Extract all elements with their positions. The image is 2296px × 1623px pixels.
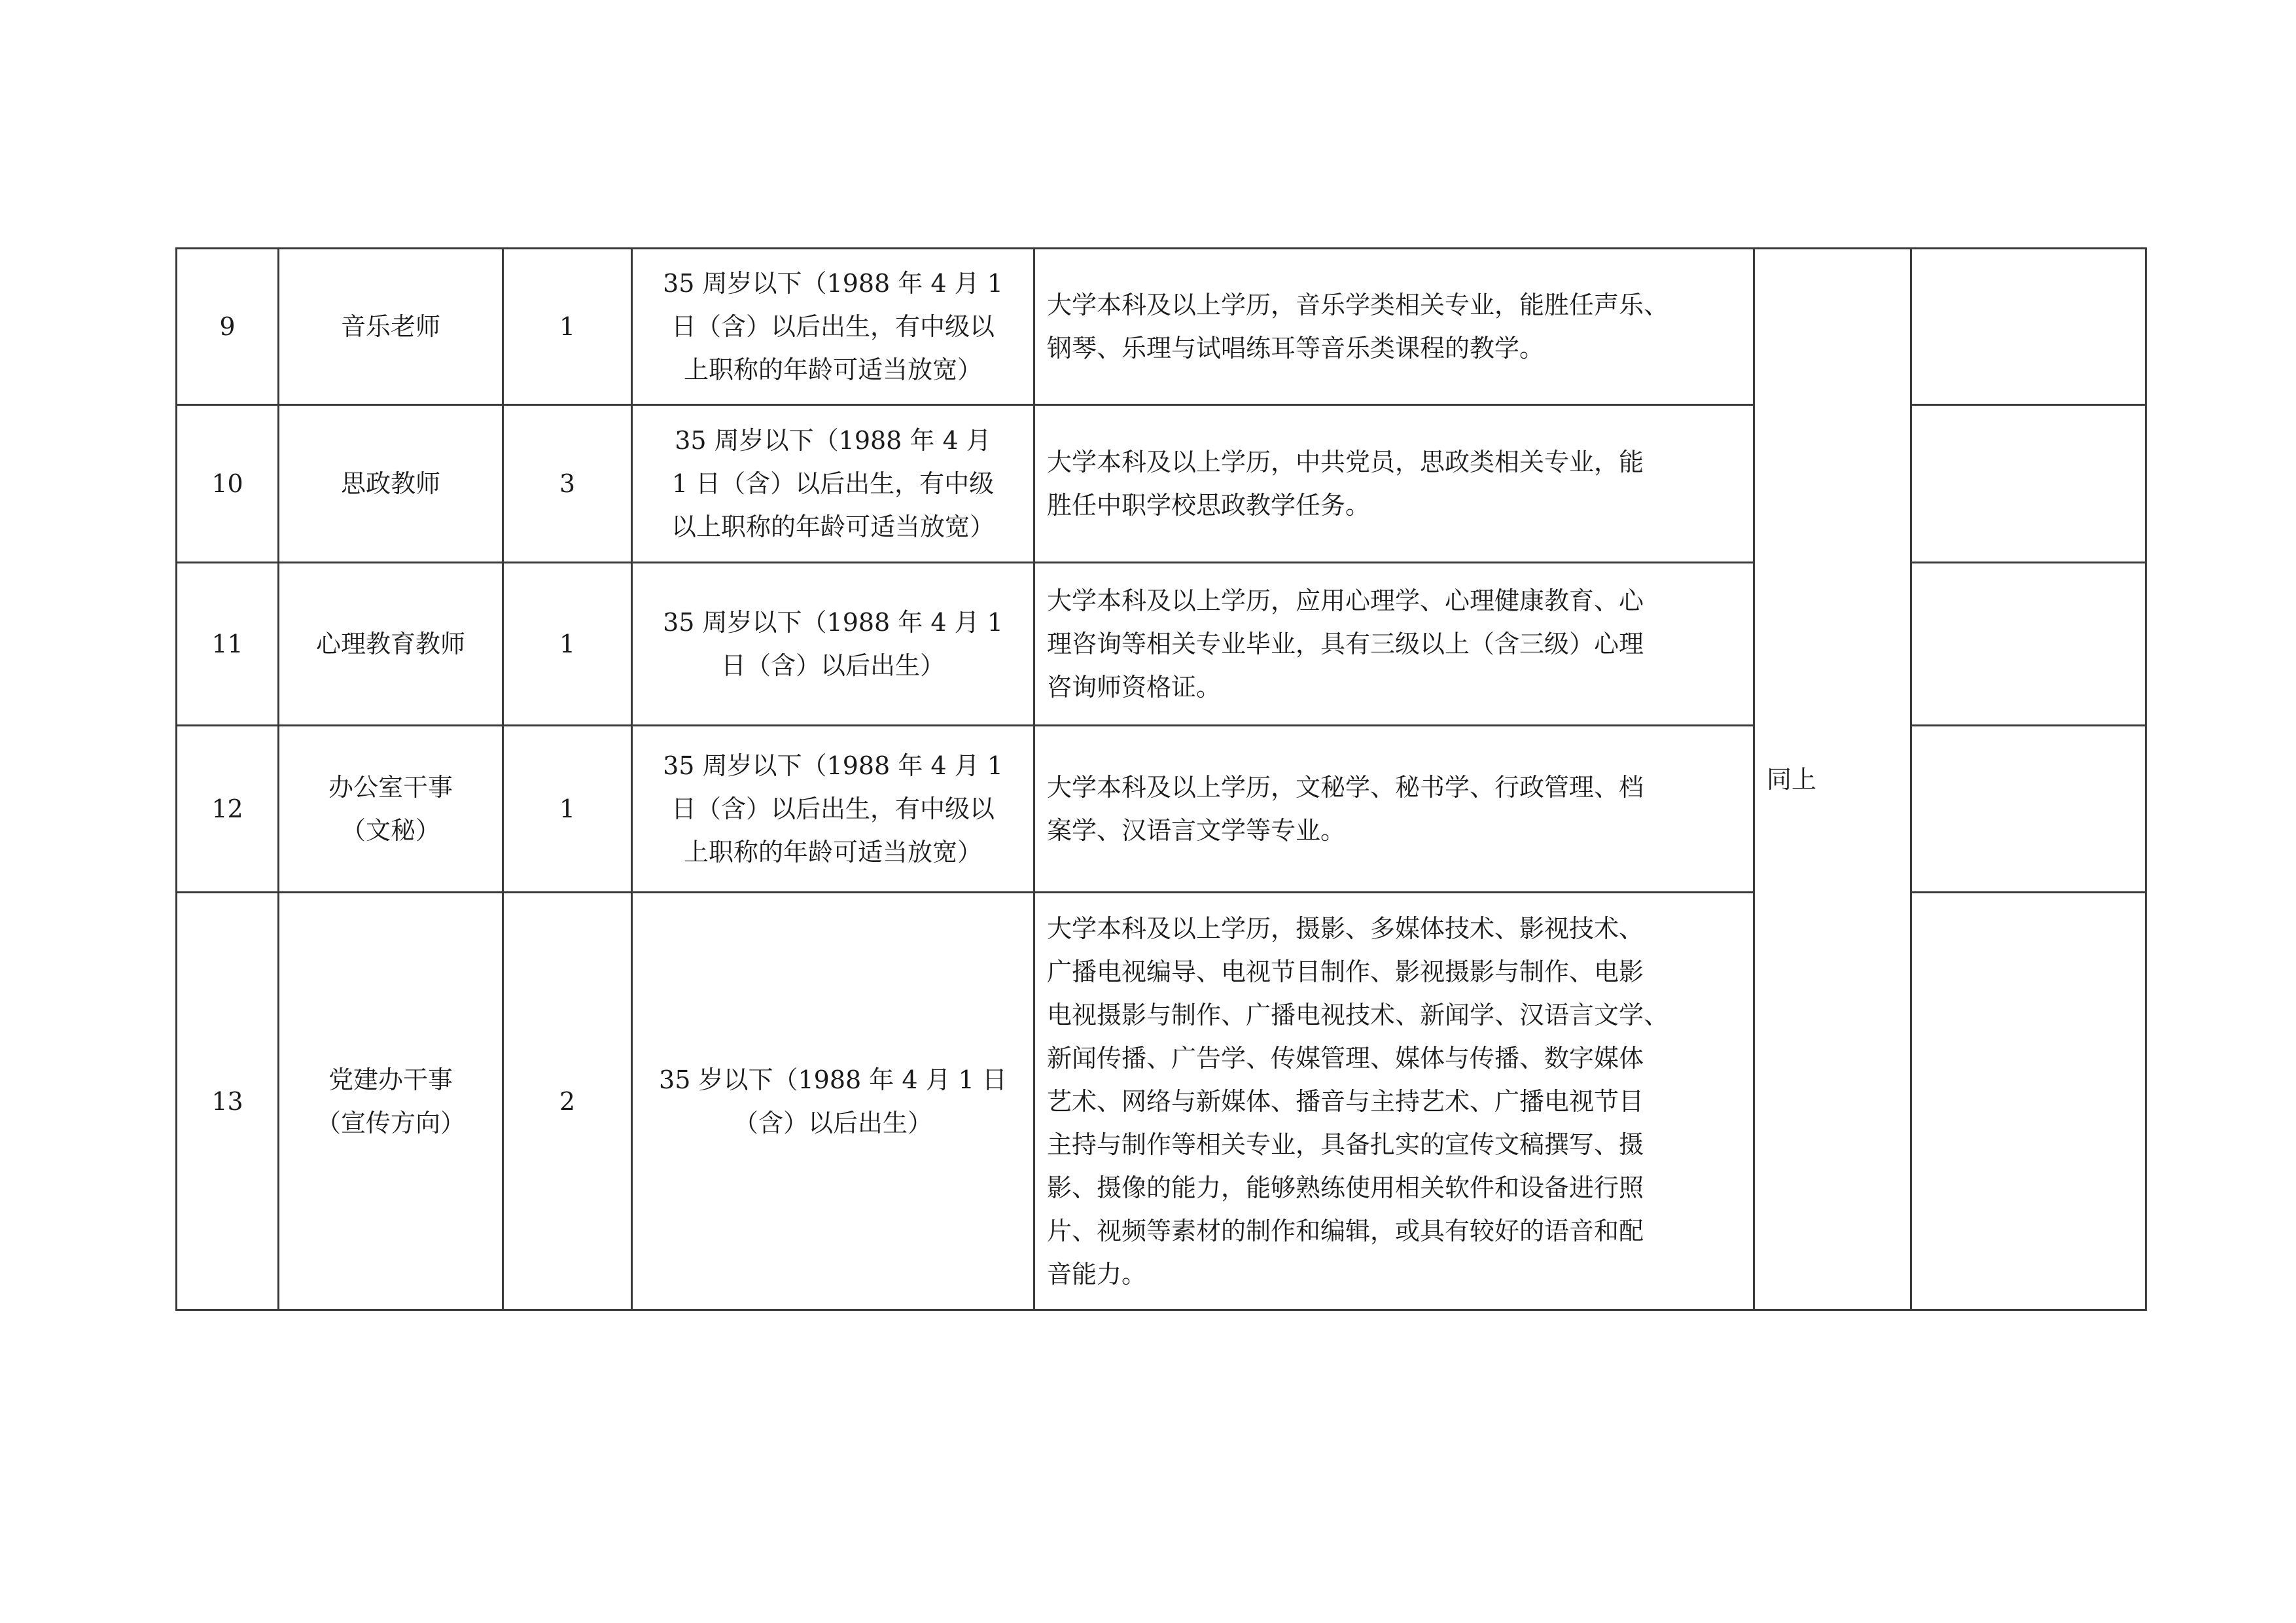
position-name-line: 音乐老师 [340, 312, 440, 341]
position-name-line: 党建办干事 [328, 1065, 453, 1094]
age-requirement-line: 35 周岁以下（1988 年 4 月 1 [663, 608, 1003, 637]
qualification-requirement-line: 大学本科及以上学历，应用心理学、心理健康教育、心 [1047, 586, 1644, 615]
position-name [279, 563, 503, 726]
hire-count: 1 [503, 726, 632, 893]
position-name [279, 893, 503, 1310]
qualification-requirement-line: 新闻传播、广告学、传媒管理、媒体与传播、数字媒体 [1047, 1043, 1644, 1073]
qualification-requirement [1034, 405, 1754, 563]
remark-cell [1911, 405, 2146, 563]
shared-note: 同上 [1754, 249, 1911, 1310]
hire-count: 1 [503, 249, 632, 405]
row-number: 9 [177, 249, 279, 405]
age-requirement-line: 上职称的年龄可适当放宽） [683, 355, 982, 384]
remark-cell [1911, 563, 2146, 726]
qualification-requirement-line: 理咨询等相关专业毕业，具有三级以上（含三级）心理 [1047, 630, 1644, 658]
qualification-requirement [1034, 726, 1754, 893]
qualification-requirement-line: 音能力。 [1047, 1259, 1147, 1289]
qualification-requirement-line: 主持与制作等相关专业，具备扎实的宣传文稿撰写、摄 [1047, 1130, 1644, 1159]
position-name [279, 405, 503, 563]
age-requirement [632, 405, 1034, 563]
qualification-requirement-line: 大学本科及以上学历，文秘学、秘书学、行政管理、档 [1047, 773, 1644, 802]
qualification-requirement-line: 片、视频等素材的制作和编辑，或具有较好的语音和配 [1047, 1216, 1644, 1245]
age-requirement [632, 249, 1034, 405]
age-requirement-line: （含）以后出生） [733, 1108, 932, 1137]
row-number: 10 [177, 405, 279, 563]
qualification-requirement-line: 广播电视编导、电视节目制作、影视摄影与制作、电影 [1047, 957, 1644, 986]
age-requirement-line: 以上职称的年龄可适当放宽） [671, 512, 995, 541]
hire-count: 1 [503, 563, 632, 726]
age-requirement-line: 日（含）以后出生，有中级以 [671, 312, 995, 341]
remark-cell [1911, 893, 2146, 1310]
age-requirement-line: 上职称的年龄可适当放宽） [683, 838, 982, 866]
qualification-requirement-line: 艺术、网络与新媒体、播音与主持艺术、广播电视节目 [1047, 1086, 1644, 1116]
qualification-requirement-line: 影、摄像的能力，能够熟练使用相关软件和设备进行照 [1047, 1173, 1644, 1202]
qualification-requirement [1034, 563, 1754, 726]
qualification-requirement-line: 电视摄影与制作、广播电视技术、新闻学、汉语言文学、 [1047, 1000, 1669, 1029]
qualification-requirement-line: 咨询师资格证。 [1047, 673, 1222, 702]
qualification-requirement [1034, 249, 1754, 405]
qualification-requirement-line: 钢琴、乐理与试唱练耳等音乐类课程的教学。 [1047, 334, 1545, 363]
age-requirement-line: 35 周岁以下（1988 年 4 月 1 [663, 751, 1003, 780]
qualification-requirement-line: 胜任中职学校思政教学任务。 [1047, 491, 1371, 520]
position-name-line: （宣传方向） [315, 1108, 465, 1137]
qualification-requirement-line: 大学本科及以上学历，摄影、多媒体技术、影视技术、 [1047, 914, 1644, 943]
qualification-requirement-line: 大学本科及以上学历，音乐学类相关专业，能胜任声乐、 [1047, 291, 1669, 319]
age-requirement-line: 日（含）以后出生） [720, 651, 945, 680]
row-number: 13 [177, 893, 279, 1310]
qualification-requirement [1034, 893, 1754, 1310]
age-requirement-line: 35 周岁以下（1988 年 4 月 1 [663, 269, 1003, 298]
row-number: 11 [177, 563, 279, 726]
position-name-line: 思政教师 [340, 469, 440, 498]
age-requirement-line: 日（含）以后出生，有中级以 [671, 794, 995, 823]
age-requirement-line: 35 岁以下（1988 年 4 月 1 日 [659, 1065, 1007, 1094]
position-name-line: （文秘） [340, 816, 440, 845]
recruitment-table [175, 247, 2147, 1311]
table-row [177, 249, 2146, 405]
position-name-line: 办公室干事 [328, 773, 453, 802]
position-name [279, 249, 503, 405]
hire-count: 3 [503, 405, 632, 563]
age-requirement-line: 1 日（含）以后出生，有中级 [671, 469, 995, 498]
row-number: 12 [177, 726, 279, 893]
age-requirement [632, 563, 1034, 726]
qualification-requirement-line: 案学、汉语言文学等专业。 [1047, 816, 1346, 845]
qualification-requirement-line: 大学本科及以上学历，中共党员，思政类相关专业，能 [1047, 448, 1644, 476]
remark-cell [1911, 249, 2146, 405]
position-name-line: 心理教育教师 [315, 630, 465, 658]
age-requirement [632, 893, 1034, 1310]
hire-count: 2 [503, 893, 632, 1310]
remark-cell [1911, 726, 2146, 893]
position-name [279, 726, 503, 893]
age-requirement-line: 35 周岁以下（1988 年 4 月 [675, 426, 991, 455]
age-requirement [632, 726, 1034, 893]
